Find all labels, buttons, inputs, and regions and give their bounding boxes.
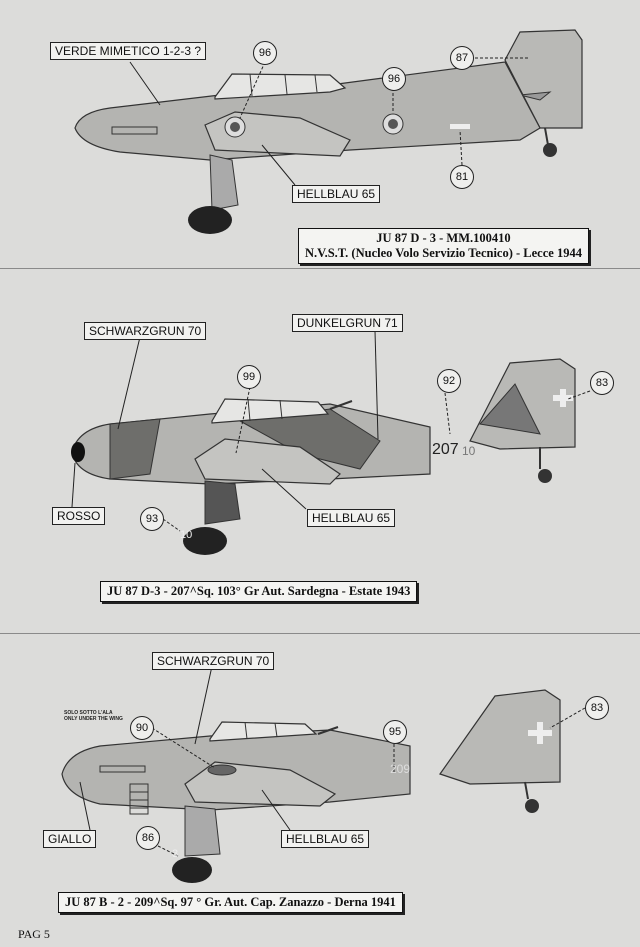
fuselage-code: 209 [390,762,411,776]
decal-number: 90 [130,716,154,740]
fuselage-code-small: 10 [462,444,476,458]
color-label-hellblau: HELLBLAU 65 [307,509,395,527]
caption-box: JU 87 D-3 - 207^Sq. 103° Gr Aut. Sardegna - Estate 1943 [100,581,417,602]
caption-box [298,228,589,264]
color-label-hellblau: HELLBLAU 65 [292,185,380,203]
color-label-rosso: ROSSO [52,507,105,525]
decal-number: 87 [450,46,474,70]
color-label-hellblau: HELLBLAU 65 [281,830,369,848]
page-number: PAG 5 [18,927,50,941]
color-label-dunkelgrun: DUNKELGRUN 71 [292,314,403,332]
wheel-code: 3 [172,848,179,860]
decal-number: 93 [140,507,164,531]
color-label-schwarzgrun: SCHWARZGRUN 70 [84,322,206,340]
aircraft-profile-3 [0,634,640,924]
fuselage-code: 207 [432,441,459,458]
decal-number: 81 [450,165,474,189]
color-label-verde: VERDE MIMETICO 1-2-3 ? [50,42,206,60]
decal-number: 96 [253,41,277,65]
panel-ju87-b2-derna [0,634,640,924]
caption-line: JU 87 D - 3 - MM.100410 [376,231,511,245]
panel-ju87-d3-lecce [0,0,640,268]
caption-box: JU 87 B - 2 - 209^Sq. 97 ° Gr. Aut. Cap. Zanazzo - Derna 1941 [58,892,403,913]
decal-number: 96 [382,67,406,91]
decal-number: 95 [383,720,407,744]
decal-number: 92 [437,369,461,393]
decal-number: 99 [237,365,261,389]
color-label-giallo: GIALLO [43,830,96,848]
panel-ju87-d3-sardegna [0,269,640,633]
color-label-schwarzgrun: SCHWARZGRUN 70 [152,652,274,670]
wheel-code: 10 [180,529,193,541]
caption-line: N.V.S.T. (Nucleo Volo Servizio Tecnico) - Lecce 1944 [305,246,582,260]
decal-number: 83 [590,371,614,395]
wing-note: SOLO SOTTO L'ALA ONLY UNDER THE WING [64,710,123,722]
decal-number: 86 [136,826,160,850]
decal-number: 83 [585,696,609,720]
